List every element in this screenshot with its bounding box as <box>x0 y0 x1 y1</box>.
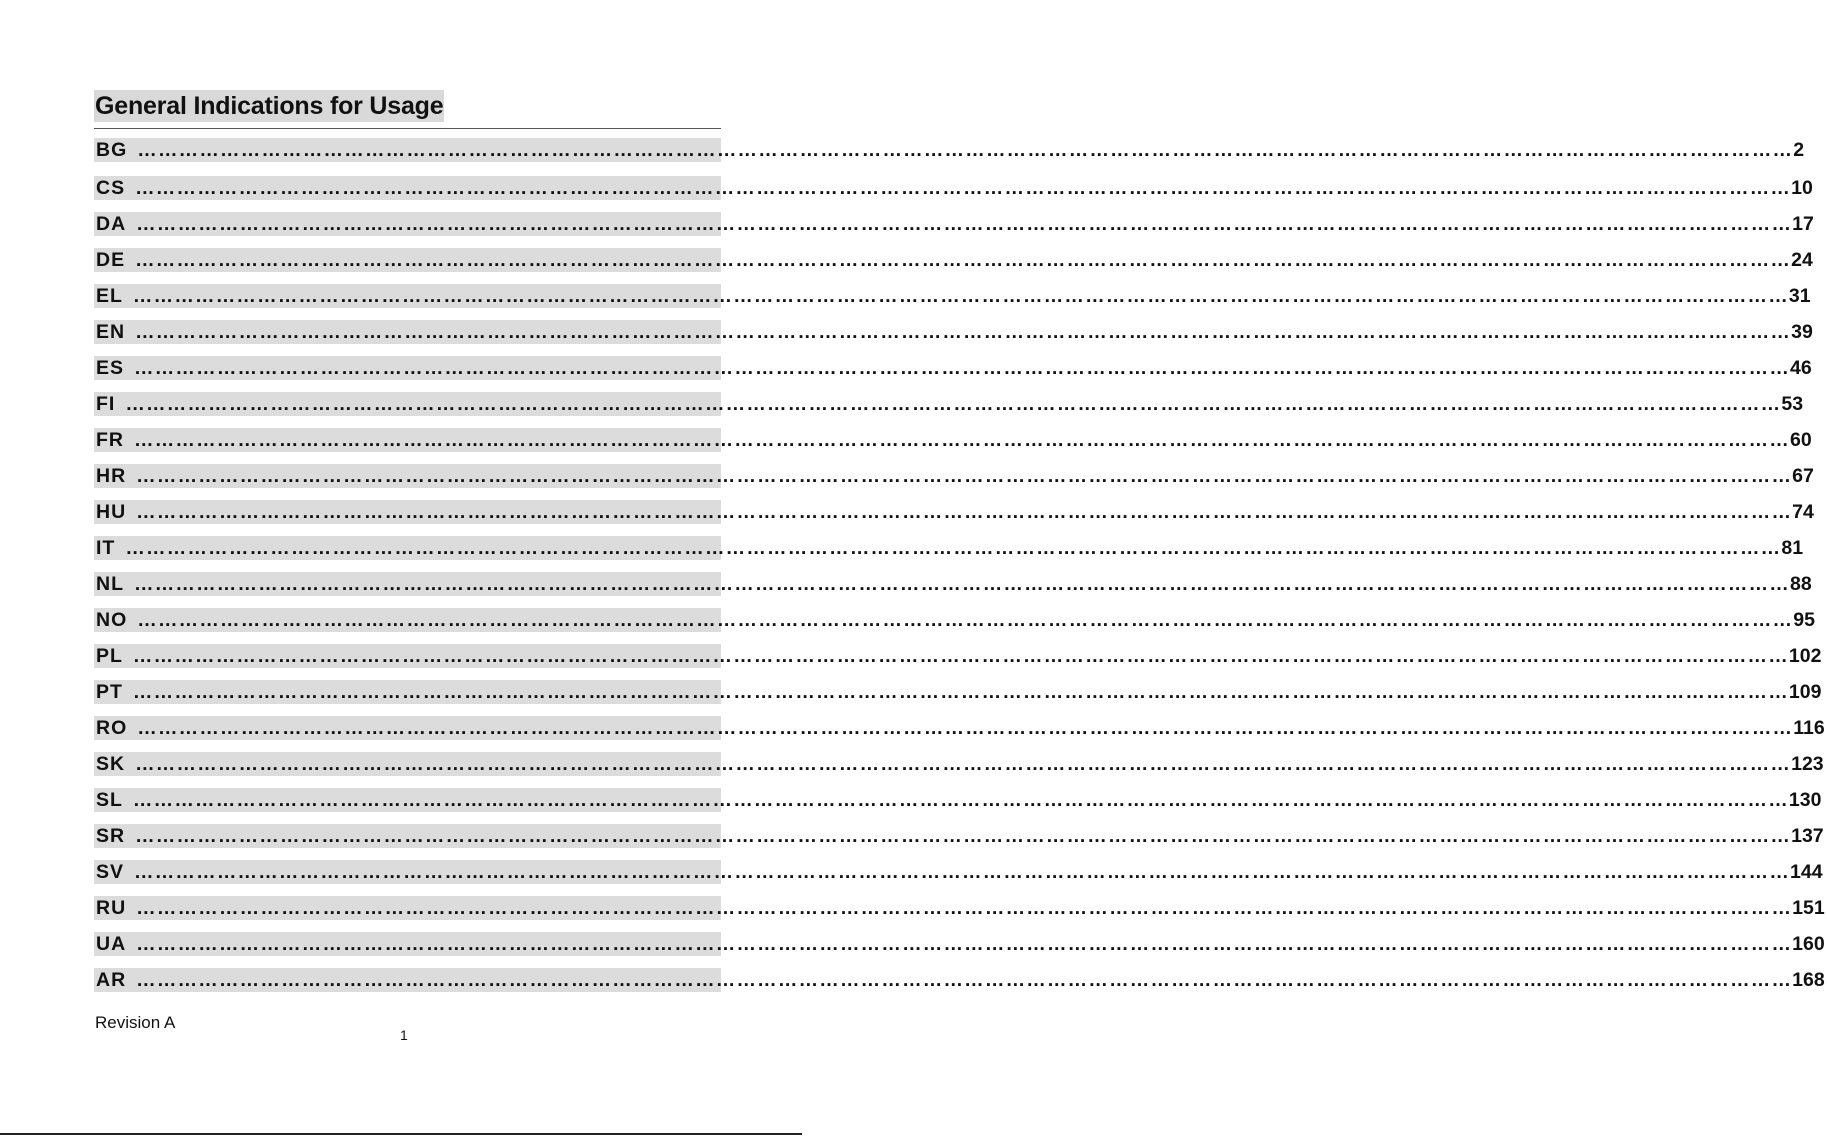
toc-page-number: 74 <box>1792 501 1814 523</box>
toc-page-number: 102 <box>1788 645 1822 667</box>
toc-dot-leader: …………………………………………………………………………………………………………………………………………………………………………………………………………………… <box>132 681 1789 703</box>
toc-entry <box>94 320 1813 344</box>
toc-page-number: 39 <box>1791 321 1813 343</box>
toc-language-code: BG <box>96 139 128 161</box>
toc-dot-leader: …………………………………………………………………………………………………………………………………………………………………………………………………………………… <box>125 393 1782 415</box>
toc-entry <box>94 536 1804 560</box>
toc-dot-leader: …………………………………………………………………………………………………………………………………………………………………………………………………………………… <box>136 465 1793 487</box>
toc-entry <box>94 752 1824 776</box>
toc-page-number: 95 <box>1793 609 1815 631</box>
toc-language-code: UA <box>96 933 127 955</box>
toc-dot-leader: …………………………………………………………………………………………………………………………………………………………………………………………………………………… <box>136 969 1793 991</box>
toc-entry <box>94 248 1813 272</box>
toc-page-number: 88 <box>1790 573 1812 595</box>
toc-entry <box>94 860 1823 884</box>
toc-entry <box>94 284 1811 308</box>
toc-language-code: EN <box>96 321 126 343</box>
toc-page-number: 2 <box>1793 139 1805 161</box>
toc-language-code: HR <box>96 465 127 487</box>
toc-dot-leader: …………………………………………………………………………………………………………………………………………………………………………………………………………………… <box>136 933 1793 955</box>
toc-page-number: 81 <box>1781 537 1804 559</box>
toc-entry <box>94 608 1815 632</box>
toc-entry <box>94 356 1812 380</box>
toc-entry <box>94 572 1812 596</box>
page-title: General Indications for Usage <box>95 92 444 120</box>
toc-page-number: 168 <box>1792 969 1825 991</box>
toc-entry <box>94 716 1825 740</box>
toc-language-code: RO <box>96 717 128 739</box>
toc-dot-leader: …………………………………………………………………………………………………………………………………………………………………………………………………………………… <box>134 357 1791 379</box>
toc-entry <box>94 500 1814 524</box>
toc-language-code: PL <box>96 645 123 667</box>
toc-page-number: 53 <box>1781 393 1804 415</box>
toc-dot-leader: …………………………………………………………………………………………………………………………………………………………………………………………………………………… <box>132 789 1789 811</box>
toc-language-code: NO <box>96 609 128 631</box>
toc-page-number: 160 <box>1792 933 1825 955</box>
toc-page-number: 46 <box>1790 357 1812 379</box>
toc-language-code: IT <box>96 537 116 559</box>
toc-page-number: 123 <box>1791 753 1824 775</box>
page-number: 1 <box>400 1027 408 1043</box>
toc-entry <box>94 932 1825 956</box>
toc-page-number: 60 <box>1790 429 1812 451</box>
toc-page-number: 17 <box>1792 213 1814 235</box>
toc-entry <box>94 896 1825 920</box>
toc-dot-leader: …………………………………………………………………………………………………………………………………………………………………………………………………………………… <box>132 645 1789 667</box>
toc-dot-leader: …………………………………………………………………………………………………………………………………………………………………………………………………………………… <box>132 285 1789 307</box>
toc-dot-leader: …………………………………………………………………………………………………………………………………………………………………………………………………………………… <box>135 249 1792 271</box>
toc-entry <box>94 138 1805 162</box>
toc-language-code: PT <box>96 681 123 703</box>
page-bottom-edge <box>0 1133 802 1135</box>
toc-language-code: SL <box>96 789 123 811</box>
toc-dot-leader: …………………………………………………………………………………………………………………………………………………………………………………………………………………… <box>137 717 1794 739</box>
toc-dot-leader: …………………………………………………………………………………………………………………………………………………………………………………………………………………… <box>136 897 1793 919</box>
toc-page-number: 144 <box>1790 861 1823 883</box>
toc-entry <box>94 212 1814 236</box>
toc-entry <box>94 428 1812 452</box>
toc-entry <box>94 644 1822 668</box>
toc-language-code: ES <box>96 357 125 379</box>
toc-entry <box>94 788 1822 812</box>
toc-page-number: 116 <box>1793 717 1825 739</box>
toc-dot-leader: …………………………………………………………………………………………………………………………………………………………………………………………………………………… <box>135 825 1792 847</box>
toc-language-code: SR <box>96 825 126 847</box>
toc-entry <box>94 464 1814 488</box>
toc-page-number: 109 <box>1788 681 1822 703</box>
toc-language-code: DE <box>96 249 126 271</box>
toc-language-code: AR <box>96 969 127 991</box>
toc-language-code: NL <box>96 573 124 595</box>
toc-dot-leader: …………………………………………………………………………………………………………………………………………………………………………………………………………………… <box>134 573 1790 595</box>
toc-page-number: 151 <box>1792 897 1825 919</box>
toc-page-number: 137 <box>1791 825 1824 847</box>
toc-dot-leader: …………………………………………………………………………………………………………………………………………………………………………………………………………………… <box>125 537 1782 559</box>
toc-language-code: HU <box>96 501 127 523</box>
toc-language-code: SK <box>96 753 126 775</box>
toc-language-code: FR <box>96 429 124 451</box>
toc-language-code: CS <box>96 177 126 199</box>
toc-dot-leader: …………………………………………………………………………………………………………………………………………………………………………………………………………………… <box>137 139 1794 161</box>
toc-page-number: 130 <box>1788 789 1822 811</box>
toc-dot-leader: …………………………………………………………………………………………………………………………………………………………………………………………………………………… <box>134 861 1791 883</box>
toc-dot-leader: …………………………………………………………………………………………………………………………………………………………………………………………………………………… <box>134 429 1790 451</box>
toc-page-number: 67 <box>1792 465 1814 487</box>
toc-page-number: 31 <box>1788 285 1811 307</box>
toc-dot-leader: …………………………………………………………………………………………………………………………………………………………………………………………………………………… <box>136 213 1793 235</box>
toc-dot-leader: …………………………………………………………………………………………………………………………………………………………………………………………………………………… <box>135 321 1792 343</box>
toc-entry <box>94 392 1804 416</box>
toc-language-code: EL <box>96 285 123 307</box>
toc-entry <box>94 824 1824 848</box>
toc-language-code: DA <box>96 213 127 235</box>
toc-dot-leader: …………………………………………………………………………………………………………………………………………………………………………………………………………………… <box>137 609 1794 631</box>
toc-dot-leader: …………………………………………………………………………………………………………………………………………………………………………………………………………………… <box>136 501 1793 523</box>
revision-label: Revision A <box>95 1013 176 1032</box>
toc-page-number: 24 <box>1791 249 1813 271</box>
toc-language-code: SV <box>96 861 125 883</box>
toc-language-code: FI <box>96 393 116 415</box>
toc-language-code: RU <box>96 897 127 919</box>
toc-entry <box>94 176 1813 200</box>
toc-page-number: 10 <box>1791 177 1813 199</box>
toc-entry <box>94 680 1822 704</box>
toc-dot-leader: …………………………………………………………………………………………………………………………………………………………………………………………………………………… <box>135 753 1792 775</box>
title-rule <box>94 90 721 129</box>
toc-entry <box>94 968 1825 992</box>
toc-dot-leader: …………………………………………………………………………………………………………………………………………………………………………………………………………………… <box>135 177 1792 199</box>
